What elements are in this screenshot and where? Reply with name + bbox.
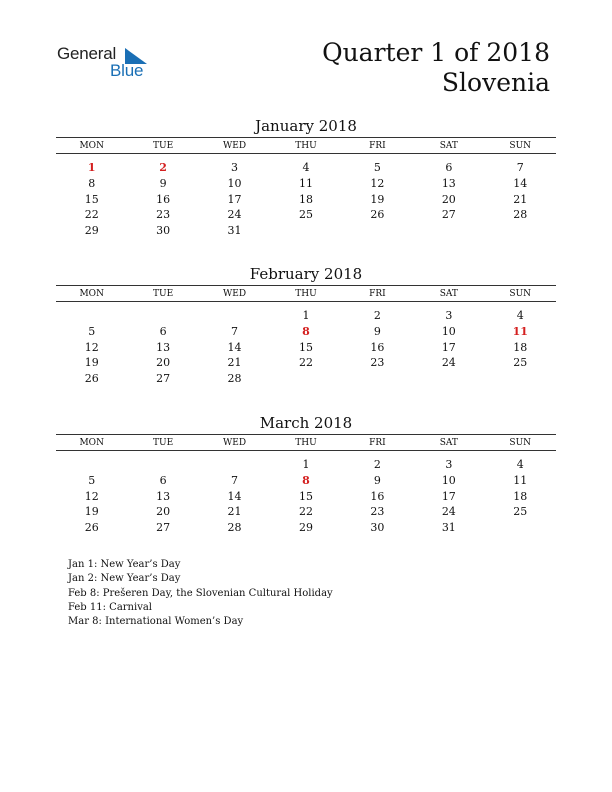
date-cell: 27 bbox=[156, 521, 171, 535]
holiday-date: 2 bbox=[159, 161, 167, 175]
date-cell: 7 bbox=[516, 161, 524, 175]
date-cell: 12 bbox=[84, 340, 99, 354]
weekday-label: TUE bbox=[153, 437, 174, 448]
weekday-header bbox=[56, 434, 556, 451]
quarter-title: Quarter 1 of 2018 bbox=[322, 38, 550, 67]
date-cell: 3 bbox=[231, 161, 239, 175]
date-cell: 30 bbox=[370, 521, 385, 535]
date-cell: 18 bbox=[298, 192, 313, 206]
date-cell: 19 bbox=[370, 192, 385, 206]
date-cell: 6 bbox=[445, 161, 453, 175]
date-cell: 8 bbox=[88, 177, 96, 191]
week-row bbox=[56, 520, 556, 536]
date-cell: 30 bbox=[156, 224, 171, 238]
date-cell: 7 bbox=[231, 474, 239, 488]
weeks bbox=[56, 302, 556, 386]
date-cell: 9 bbox=[373, 474, 381, 488]
logo-word-blue: Blue bbox=[110, 61, 144, 80]
date-cell: 22 bbox=[298, 356, 313, 370]
date-cell: 1 bbox=[302, 458, 310, 472]
weekday-label: WED bbox=[223, 437, 247, 448]
holiday-note: Mar 8: International Women’s Day bbox=[68, 616, 244, 628]
date-cell: 4 bbox=[302, 161, 310, 175]
date-cell: 10 bbox=[441, 474, 456, 488]
date-cell: 6 bbox=[159, 325, 167, 339]
weekday-label: MON bbox=[79, 140, 104, 151]
weekday-label: MON bbox=[79, 288, 104, 299]
date-cell: 13 bbox=[441, 177, 456, 191]
date-cell: 27 bbox=[156, 372, 171, 386]
date-cell: 16 bbox=[370, 489, 385, 503]
week-row bbox=[56, 339, 556, 355]
date-cell: 4 bbox=[516, 458, 524, 472]
date-cell: 24 bbox=[441, 505, 456, 519]
weekday-label: FRI bbox=[369, 140, 386, 151]
holiday-notes bbox=[68, 558, 333, 629]
weekday-label: SUN bbox=[509, 437, 532, 448]
date-cell: 31 bbox=[441, 521, 456, 535]
date-cell: 22 bbox=[84, 208, 99, 222]
date-cell: 5 bbox=[88, 474, 96, 488]
weeks bbox=[56, 154, 556, 238]
date-cell: 3 bbox=[445, 458, 453, 472]
week-row bbox=[56, 176, 556, 192]
date-cell: 31 bbox=[227, 224, 242, 238]
date-cell: 5 bbox=[373, 161, 381, 175]
date-cell: 17 bbox=[441, 340, 456, 354]
date-cell: 28 bbox=[513, 208, 528, 222]
logo-word-general: General bbox=[57, 44, 117, 63]
date-cell: 23 bbox=[370, 356, 385, 370]
holiday-note: Feb 11: Carnival bbox=[68, 601, 153, 613]
month-calendar-january bbox=[56, 116, 556, 238]
weekday-label: FRI bbox=[369, 437, 386, 448]
weekday-label: THU bbox=[295, 140, 317, 151]
date-cell: 14 bbox=[513, 177, 528, 191]
week-row bbox=[56, 371, 556, 387]
country-title: Slovenia bbox=[441, 68, 550, 97]
date-cell: 2 bbox=[373, 309, 381, 323]
week-row bbox=[56, 207, 556, 223]
date-cell: 29 bbox=[298, 521, 313, 535]
date-cell: 17 bbox=[227, 192, 242, 206]
weekday-label: SAT bbox=[439, 437, 458, 448]
date-cell: 25 bbox=[298, 208, 313, 222]
date-cell: 29 bbox=[84, 224, 99, 238]
date-cell: 15 bbox=[298, 340, 313, 354]
date-cell: 21 bbox=[227, 356, 242, 370]
date-cell: 26 bbox=[84, 372, 99, 386]
week-row bbox=[56, 324, 556, 340]
month-calendar-march bbox=[56, 413, 556, 535]
weekday-label: THU bbox=[295, 288, 317, 299]
week-row bbox=[56, 355, 556, 371]
date-cell: 23 bbox=[370, 505, 385, 519]
date-cell: 21 bbox=[513, 192, 528, 206]
weekday-label: MON bbox=[79, 437, 104, 448]
date-cell: 26 bbox=[370, 208, 385, 222]
month-calendar-february bbox=[56, 264, 556, 386]
date-cell: 14 bbox=[227, 340, 242, 354]
weekday-label: FRI bbox=[369, 288, 386, 299]
holiday-note: Jan 1: New Year’s Day bbox=[68, 559, 181, 570]
date-cell: 13 bbox=[156, 489, 171, 503]
weekday-header bbox=[56, 285, 556, 302]
weekday-label: WED bbox=[223, 288, 247, 299]
weekday-label: THU bbox=[295, 437, 317, 448]
weeks bbox=[56, 451, 556, 535]
holiday-note: Jan 2: New Year’s Day bbox=[68, 573, 181, 585]
weekday-label: SUN bbox=[509, 140, 532, 151]
holiday-note: Feb 8: Prešeren Day, the Slovenian Cultural Holiday bbox=[68, 587, 333, 599]
date-cell: 26 bbox=[84, 521, 99, 535]
weekday-label: TUE bbox=[153, 140, 174, 151]
date-cell: 28 bbox=[227, 521, 242, 535]
date-cell: 12 bbox=[370, 177, 385, 191]
week-row bbox=[56, 504, 556, 520]
week-row bbox=[56, 457, 556, 473]
date-cell: 20 bbox=[441, 192, 456, 206]
week-row bbox=[56, 473, 556, 489]
date-cell: 10 bbox=[227, 177, 242, 191]
date-cell: 9 bbox=[373, 325, 381, 339]
date-cell: 12 bbox=[84, 489, 99, 503]
date-cell: 19 bbox=[84, 505, 99, 519]
date-cell: 27 bbox=[441, 208, 456, 222]
holiday-date: 1 bbox=[87, 161, 96, 175]
week-row bbox=[56, 308, 556, 324]
week-row bbox=[56, 191, 556, 207]
date-cell: 21 bbox=[227, 505, 242, 519]
date-cell: 24 bbox=[227, 208, 242, 222]
date-cell: 7 bbox=[231, 325, 239, 339]
weekday-label: WED bbox=[223, 140, 247, 151]
page-title bbox=[322, 38, 550, 98]
month-title: February 2018 bbox=[249, 265, 363, 283]
date-cell: 11 bbox=[513, 474, 528, 488]
holiday-date: 8 bbox=[302, 325, 310, 339]
date-cell: 4 bbox=[516, 309, 524, 323]
date-cell: 6 bbox=[159, 474, 167, 488]
weekday-label: SUN bbox=[509, 288, 532, 299]
week-row bbox=[56, 160, 556, 176]
weekday-label: SAT bbox=[439, 140, 458, 151]
date-cell: 18 bbox=[513, 489, 528, 503]
date-cell: 2 bbox=[373, 458, 381, 472]
date-cell: 15 bbox=[298, 489, 313, 503]
holiday-date: 11 bbox=[512, 325, 528, 339]
date-cell: 17 bbox=[441, 489, 456, 503]
date-cell: 13 bbox=[156, 340, 171, 354]
month-title: January 2018 bbox=[255, 117, 357, 135]
date-cell: 25 bbox=[513, 356, 528, 370]
date-cell: 10 bbox=[441, 325, 456, 339]
date-cell: 9 bbox=[159, 177, 167, 191]
week-row bbox=[56, 488, 556, 504]
date-cell: 16 bbox=[156, 192, 171, 206]
weekday-label: SAT bbox=[439, 288, 458, 299]
date-cell: 16 bbox=[370, 340, 385, 354]
date-cell: 23 bbox=[156, 208, 171, 222]
date-cell: 22 bbox=[298, 505, 313, 519]
holiday-date: 8 bbox=[302, 474, 310, 488]
date-cell: 18 bbox=[513, 340, 528, 354]
date-cell: 14 bbox=[227, 489, 242, 503]
date-cell: 5 bbox=[88, 325, 96, 339]
weekday-header bbox=[56, 137, 556, 154]
date-cell: 3 bbox=[445, 309, 453, 323]
weekday-label: TUE bbox=[153, 288, 174, 299]
date-cell: 24 bbox=[441, 356, 456, 370]
date-cell: 15 bbox=[84, 192, 99, 206]
date-cell: 28 bbox=[227, 372, 242, 386]
date-cell: 25 bbox=[513, 505, 528, 519]
month-title: March 2018 bbox=[259, 414, 353, 432]
week-row bbox=[56, 223, 556, 239]
date-cell: 19 bbox=[84, 356, 99, 370]
logo bbox=[57, 43, 157, 83]
date-cell: 11 bbox=[298, 177, 313, 191]
date-cell: 20 bbox=[156, 356, 171, 370]
date-cell: 20 bbox=[156, 505, 171, 519]
date-cell: 1 bbox=[302, 309, 310, 323]
